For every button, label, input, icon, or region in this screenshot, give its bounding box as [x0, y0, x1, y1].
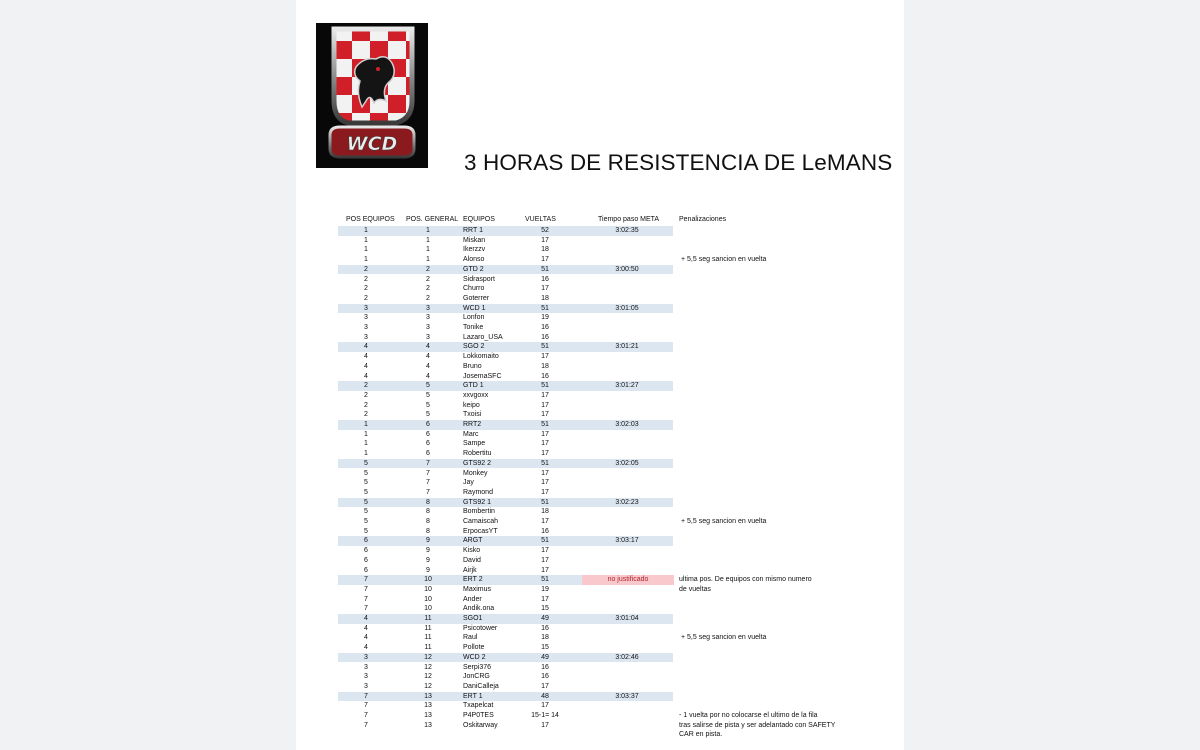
vueltas-cell: 17 [541, 488, 549, 496]
pos-general-cell: 8 [426, 508, 430, 516]
equipo-cell: Sampe [463, 440, 486, 448]
pos-general-cell: 1 [426, 256, 430, 264]
pos-equipos-cell: 1 [364, 256, 368, 264]
driver-row [338, 478, 673, 488]
driver-row [338, 439, 673, 449]
vueltas-cell: 51 [541, 265, 549, 273]
driver-row [338, 333, 673, 343]
vueltas-cell: 51 [541, 421, 549, 428]
equipo-cell: Oskitarway [463, 721, 498, 729]
pos-equipos-cell: 4 [364, 343, 368, 351]
vueltas-cell: 17 [541, 411, 549, 419]
pos-equipos-cell: 6 [364, 547, 368, 555]
pos-general-cell: 7 [426, 479, 430, 487]
vueltas-cell: 51 [541, 537, 549, 545]
pos-general-cell: 1 [426, 246, 430, 254]
vueltas-cell: 17 [541, 430, 549, 438]
pos-equipos-cell: 3 [364, 324, 368, 331]
pos-general-cell: 13 [424, 692, 432, 700]
vueltas-cell: 51 [541, 304, 549, 312]
team-row [338, 265, 673, 275]
pos-equipos-cell: 1 [364, 430, 368, 438]
equipo-cell: GTD 2 [463, 265, 484, 273]
equipo-cell: GTS92 1 [463, 498, 492, 506]
equipo-cell: Airjk [463, 566, 477, 574]
pos-general-cell: 11 [424, 634, 432, 642]
pos-general-cell: 12 [424, 663, 432, 671]
vueltas-cell: 17 [541, 566, 549, 574]
pos-general-cell: 2 [426, 265, 430, 273]
pos-general-cell: 5 [426, 401, 430, 409]
vueltas-cell: 19 [541, 314, 549, 322]
header-pos-general: POS. GENERAL [406, 216, 459, 223]
vueltas-cell: 18 [541, 508, 549, 516]
equipo-cell: David [463, 556, 481, 564]
pos-equipos-cell: 3 [364, 673, 368, 681]
equipo-cell: Miskan [463, 236, 486, 244]
vueltas-cell: 17 [541, 556, 549, 564]
equipo-cell: Lazaro_USA [463, 333, 503, 341]
vueltas-cell: 19 [541, 585, 549, 593]
vueltas-cell: 18 [541, 294, 549, 302]
pos-general-cell: 2 [426, 275, 430, 283]
driver-row [338, 643, 673, 653]
pos-equipos-cell: 1 [364, 227, 368, 234]
pos-equipos-cell: 6 [364, 566, 368, 574]
equipo-cell: Psicotower [463, 624, 498, 632]
pos-general-cell: 10 [424, 585, 432, 593]
driver-row [338, 362, 673, 372]
pos-general-cell: 6 [426, 450, 430, 458]
tiempo-cell: 3:03:17 [615, 537, 639, 545]
pos-equipos-cell: 3 [364, 682, 368, 690]
pos-general-cell: 11 [424, 615, 432, 622]
tiempo-cell: 3:01:04 [615, 615, 639, 622]
pos-equipos-cell: 4 [364, 624, 368, 632]
vueltas-cell: 18 [541, 246, 549, 254]
equipo-cell: Bombertin [463, 508, 495, 516]
equipo-cell: Sidrasport [463, 275, 495, 283]
penalty-note: + 5,5 seg sancion en vuelta [681, 518, 767, 525]
pos-equipos-cell: 5 [364, 479, 368, 487]
pos-equipos-cell: 2 [364, 265, 368, 273]
pos-equipos-cell: 5 [364, 508, 368, 516]
vueltas-cell: 17 [541, 440, 549, 448]
vueltas-cell: 17 [541, 285, 549, 293]
pos-equipos-cell: 2 [364, 285, 368, 293]
vueltas-cell: 51 [541, 343, 549, 351]
vueltas-cell: 49 [541, 615, 549, 622]
vueltas-cell: 17 [541, 391, 549, 399]
vueltas-cell: 16 [541, 275, 549, 283]
equipo-cell: DaniCalleja [463, 682, 499, 690]
vueltas-cell: 17 [541, 595, 549, 603]
driver-row [338, 236, 673, 246]
driver-row [338, 255, 673, 265]
pos-general-cell: 12 [424, 673, 432, 681]
team-row [338, 304, 673, 314]
pos-equipos-cell: 4 [364, 615, 368, 622]
penalty-note: - 1 vuelta por no colocarse el ultimo de la fila [679, 712, 818, 719]
driver-row [338, 624, 673, 634]
tiempo-cell: 3:02:23 [615, 498, 639, 506]
pos-general-cell: 2 [426, 294, 430, 302]
equipo-cell: P4P0TES [463, 712, 494, 719]
header-equipos: EQUIPOS [463, 216, 495, 223]
driver-row [338, 672, 673, 682]
equipo-cell: JonCRG [463, 673, 490, 681]
pos-equipos-cell: 1 [364, 450, 368, 458]
pos-equipos-cell: 2 [364, 294, 368, 302]
equipo-cell: Ikerzzv [463, 246, 486, 254]
vueltas-cell: 18 [541, 362, 549, 370]
pos-general-cell: 10 [424, 605, 432, 613]
tiempo-cell: 3:01:27 [615, 382, 639, 390]
pos-equipos-cell: 2 [364, 382, 368, 390]
driver-row [338, 595, 673, 605]
pos-equipos-cell: 2 [364, 411, 368, 419]
driver-row [338, 682, 673, 692]
pos-general-cell: 9 [426, 556, 430, 564]
driver-row [338, 711, 673, 721]
vueltas-cell: 16 [541, 333, 549, 341]
pos-general-cell: 12 [424, 653, 432, 661]
pos-equipos-cell: 4 [364, 644, 368, 652]
wcd-logo [316, 23, 428, 168]
pos-equipos-cell: 4 [364, 372, 368, 380]
pos-general-cell: 11 [424, 624, 432, 632]
driver-row [338, 352, 673, 362]
header-pos-equipos: POS EQUIPOS [346, 216, 395, 223]
pos-equipos-cell: 7 [364, 585, 368, 593]
driver-row [338, 604, 673, 614]
pos-general-cell: 13 [424, 702, 432, 710]
pos-equipos-cell: 3 [364, 653, 368, 661]
vueltas-cell: 17 [541, 256, 549, 264]
vueltas-cell: 15 [541, 605, 549, 613]
equipo-cell: JosemaSFC [463, 372, 502, 380]
driver-row [338, 391, 673, 401]
driver-row [338, 556, 673, 566]
driver-row [338, 313, 673, 323]
driver-row [338, 372, 673, 382]
equipo-cell: xxvgoxx [463, 391, 489, 399]
pos-general-cell: 3 [426, 333, 430, 341]
pos-general-cell: 7 [426, 469, 430, 477]
equipo-cell: Robertitu [463, 450, 492, 458]
vueltas-cell: 48 [541, 692, 549, 700]
vueltas-cell: 17 [541, 702, 549, 710]
driver-row [338, 323, 673, 333]
vueltas-cell: 49 [541, 653, 549, 661]
vueltas-cell: 16 [541, 527, 549, 535]
driver-row [338, 449, 673, 459]
pos-general-cell: 5 [426, 391, 430, 399]
tiempo-cell: 3:02:05 [615, 459, 639, 467]
pos-general-cell: 4 [426, 353, 430, 361]
pos-equipos-cell: 7 [364, 605, 368, 613]
pos-equipos-cell: 5 [364, 488, 368, 496]
driver-row [338, 245, 673, 255]
penalty-note: CAR en pista. [679, 731, 723, 739]
team-row [338, 692, 673, 702]
vueltas-cell: 51 [541, 382, 549, 390]
equipo-cell: Churro [463, 285, 485, 293]
equipo-cell: RRT2 [463, 421, 482, 428]
equipo-cell: Pollote [463, 644, 485, 652]
pos-general-cell: 4 [426, 372, 430, 380]
driver-row [338, 527, 673, 537]
vueltas-cell: 17 [541, 469, 549, 477]
pos-general-cell: 4 [426, 362, 430, 370]
equipo-cell: ERT 2 [463, 576, 483, 584]
equipo-cell: Txapelcat [463, 702, 494, 710]
tiempo-cell: no justificado [582, 575, 674, 585]
pos-equipos-cell: 5 [364, 469, 368, 477]
equipo-cell: Camaiscah [463, 518, 499, 525]
pos-general-cell: 8 [426, 498, 430, 506]
vueltas-cell: 15 [541, 644, 549, 652]
equipo-cell: WCD 2 [463, 653, 486, 661]
pos-equipos-cell: 3 [364, 333, 368, 341]
pos-equipos-cell: 7 [364, 712, 368, 719]
equipo-cell: ARGT [463, 537, 483, 545]
pos-general-cell: 2 [426, 285, 430, 293]
vueltas-cell: 17 [541, 236, 549, 244]
tiempo-cell: 3:01:05 [615, 304, 639, 312]
equipo-cell: Goterrer [463, 294, 490, 302]
vueltas-cell: 16 [541, 372, 549, 380]
page-title: 3 HORAS DE RESISTENCIA DE LeMANS [464, 150, 893, 175]
driver-row [338, 488, 673, 498]
pos-equipos-cell: 1 [364, 236, 368, 244]
vueltas-cell: 17 [541, 401, 549, 409]
equipo-cell: SGO1 [463, 615, 483, 622]
vueltas-cell: 17 [541, 479, 549, 487]
equipo-cell: Lokkomaito [463, 353, 499, 361]
document-page [296, 0, 904, 750]
equipo-cell: Monkey [463, 469, 488, 477]
pos-general-cell: 5 [426, 411, 430, 419]
driver-row [338, 546, 673, 556]
pos-general-cell: 3 [426, 324, 430, 331]
pos-equipos-cell: 6 [364, 537, 368, 545]
team-row [338, 575, 673, 585]
driver-row [338, 410, 673, 420]
vueltas-cell: 51 [541, 459, 549, 467]
driver-row [338, 663, 673, 673]
equipo-cell: Raul [463, 634, 478, 642]
pos-equipos-cell: 2 [364, 391, 368, 399]
equipo-cell: Alonso [463, 256, 485, 264]
vueltas-cell: 51 [541, 576, 549, 584]
pos-equipos-cell: 1 [364, 246, 368, 254]
pos-general-cell: 6 [426, 430, 430, 438]
vueltas-cell: 15-1= 14 [531, 712, 559, 719]
team-row [338, 226, 673, 236]
vueltas-cell: 51 [541, 498, 549, 506]
pos-equipos-cell: 3 [364, 304, 368, 312]
equipo-cell: Serpi376 [463, 663, 492, 671]
pos-equipos-cell: 5 [364, 518, 368, 525]
pos-equipos-cell: 1 [364, 421, 368, 428]
driver-row [338, 401, 673, 411]
tiempo-cell: 3:01:21 [615, 343, 639, 351]
pos-equipos-cell: 4 [364, 634, 368, 642]
pos-equipos-cell: 3 [364, 663, 368, 671]
pos-general-cell: 5 [426, 382, 430, 390]
tiempo-cell: 3:02:46 [615, 653, 639, 661]
driver-row [338, 566, 673, 576]
equipo-cell: WCD 1 [463, 304, 486, 312]
pos-general-cell: 12 [424, 682, 432, 690]
vueltas-cell: 16 [541, 624, 549, 632]
equipo-cell: RRT 1 [463, 227, 483, 234]
pos-general-cell: 11 [424, 644, 432, 652]
driver-row [338, 284, 673, 294]
pos-equipos-cell: 7 [364, 576, 368, 584]
tiempo-cell: 3:02:03 [615, 421, 639, 428]
pos-general-cell: 3 [426, 314, 430, 322]
vueltas-cell: 17 [541, 547, 549, 555]
pos-equipos-cell: 6 [364, 556, 368, 564]
equipo-cell: SGO 2 [463, 343, 485, 351]
pos-general-cell: 8 [426, 527, 430, 535]
equipo-cell: Tonike [463, 324, 484, 331]
equipo-cell: GTD 1 [463, 382, 484, 390]
penalty-note: + 5,5 seg sancion en vuelta [681, 256, 767, 264]
pos-general-cell: 8 [426, 518, 430, 525]
driver-row [338, 517, 673, 527]
pos-equipos-cell: 7 [364, 595, 368, 603]
team-row [338, 498, 673, 508]
pos-general-cell: 7 [426, 459, 430, 467]
pos-general-cell: 10 [424, 576, 432, 584]
equipo-cell: ERT 1 [463, 692, 483, 700]
pos-equipos-cell: 5 [364, 527, 368, 535]
driver-row [338, 430, 673, 440]
pos-equipos-cell: 5 [364, 459, 368, 467]
pos-equipos-cell: 4 [364, 362, 368, 370]
pos-equipos-cell: 2 [364, 275, 368, 283]
tiempo-cell: 3:03:37 [615, 692, 639, 700]
vueltas-cell: 17 [541, 518, 549, 525]
pos-general-cell: 9 [426, 537, 430, 545]
pos-general-cell: 1 [426, 236, 430, 244]
driver-row [338, 721, 673, 731]
driver-row [338, 294, 673, 304]
tiempo-cell: 3:00:50 [615, 265, 639, 273]
pos-equipos-cell: 7 [364, 721, 368, 729]
pos-equipos-cell: 3 [364, 314, 368, 322]
team-row [338, 420, 673, 430]
penalty-note: tras salirse de pista y ser adelantado con SAFETY [679, 721, 836, 729]
equipo-cell: Bruno [463, 362, 482, 370]
pos-general-cell: 7 [426, 488, 430, 496]
equipo-cell: GTS92 2 [463, 459, 492, 467]
equipo-cell: Kisko [463, 547, 481, 555]
equipo-cell: Maximus [463, 585, 492, 593]
vueltas-cell: 16 [541, 673, 549, 681]
driver-row [338, 469, 673, 479]
driver-row [338, 633, 673, 643]
vueltas-cell: 16 [541, 324, 549, 331]
pos-equipos-cell: 7 [364, 702, 368, 710]
pos-general-cell: 6 [426, 421, 430, 428]
pos-general-cell: 13 [424, 712, 432, 719]
equipo-cell: Lonfon [463, 314, 485, 322]
vueltas-cell: 17 [541, 721, 549, 729]
header-tiempo-paso-meta: Tiempo paso META [598, 216, 660, 223]
vueltas-cell: 18 [541, 634, 549, 642]
equipo-cell: Andik.ona [463, 605, 495, 613]
equipo-cell: Raymond [463, 488, 493, 496]
pos-equipos-cell: 2 [364, 401, 368, 409]
pos-general-cell: 3 [426, 304, 430, 312]
pos-equipos-cell: 1 [364, 440, 368, 448]
pos-general-cell: 10 [424, 595, 432, 603]
header-penalizaciones: Penalizaciones [679, 216, 727, 223]
vueltas-cell: 52 [541, 227, 549, 234]
vueltas-cell: 17 [541, 682, 549, 690]
pos-general-cell: 9 [426, 566, 430, 574]
vueltas-cell: 16 [541, 663, 549, 671]
tiempo-cell: 3:02:35 [615, 227, 639, 234]
penalty-note: de vueltas [679, 585, 711, 593]
driver-row [338, 275, 673, 285]
pos-general-cell: 4 [426, 343, 430, 351]
penalty-note: ultima pos. De equipos con mismo numero [679, 576, 812, 584]
vueltas-cell: 17 [541, 450, 549, 458]
logo-wordmark: WCD [346, 133, 398, 155]
pos-general-cell: 1 [426, 227, 430, 234]
equipo-cell: ErpocasYT [463, 527, 498, 535]
team-row [338, 614, 673, 624]
driver-row [338, 701, 673, 711]
driver-row [338, 585, 673, 595]
team-row [338, 536, 673, 546]
pos-equipos-cell: 7 [364, 692, 368, 700]
penalty-note: + 5,5 seg sancion en vuelta [681, 634, 767, 642]
pos-general-cell: 13 [424, 721, 432, 729]
vueltas-cell: 17 [541, 353, 549, 361]
team-row [338, 459, 673, 469]
equipo-cell: Jay [463, 479, 474, 487]
equipo-cell: keipo [463, 401, 480, 409]
checkered-flag-horse-icon [316, 23, 428, 168]
team-row [338, 342, 673, 352]
equipo-cell: Marc [463, 430, 479, 438]
pos-general-cell: 6 [426, 440, 430, 448]
pos-general-cell: 9 [426, 547, 430, 555]
pos-equipos-cell: 5 [364, 498, 368, 506]
equipo-cell: Txoisi [463, 411, 482, 419]
team-row [338, 381, 673, 391]
team-row [338, 653, 673, 663]
driver-row [338, 507, 673, 517]
equipo-cell: Ander [463, 595, 482, 603]
header-vueltas: VUELTAS [525, 216, 556, 223]
pos-equipos-cell: 4 [364, 353, 368, 361]
